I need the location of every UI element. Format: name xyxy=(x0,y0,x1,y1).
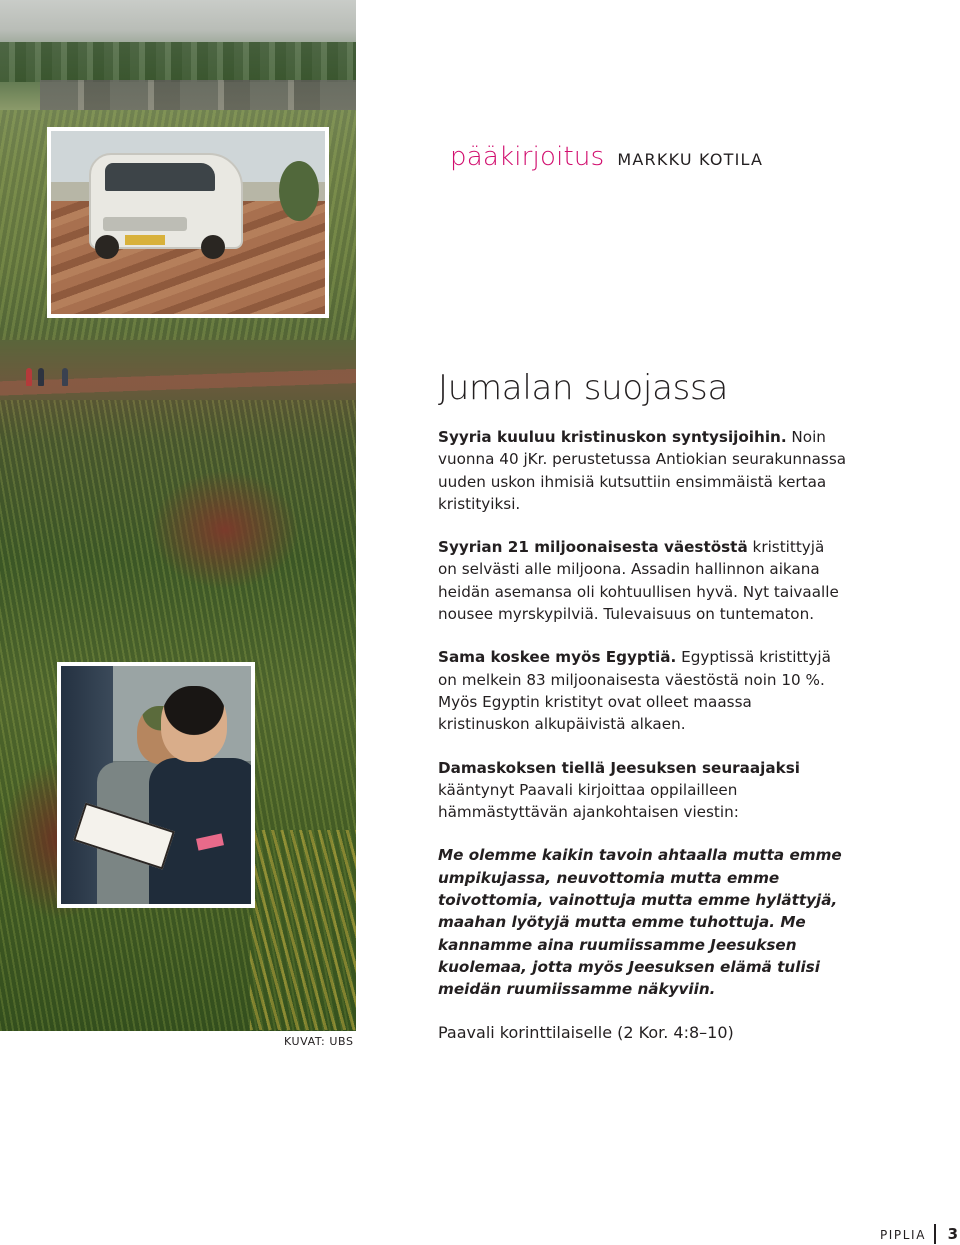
footer-divider xyxy=(934,1224,936,1244)
paragraph-text: Noin vuonna 40 jKr. perustetussa Antiokian seurakunnassa uuden uskon ihmisiä kutsuttiin ensimmäistä kertaa kristityiksi. xyxy=(438,428,847,513)
van-photo xyxy=(47,127,329,318)
bible-quote: Me olemme kaikin tavoin ahtaalla mutta emme umpikujassa, neuvottomia mutta emme toivottomia, vainottuja mutta emme hylättyjä, maahan lyötyjä mutta emme tuhottuja. Me kannamme aina ruumiissamme Jeesuksen kuolemaa, jotta myös Jeesuksen elämä tulisi meidän ruumiissamme näkyviin. xyxy=(438,846,842,999)
paragraph-lead: Syyria kuuluu kristinuskon syntysijoihin. xyxy=(438,428,787,446)
article-body xyxy=(438,426,848,1044)
paragraph xyxy=(438,757,848,824)
section-label: pääkirjoitus xyxy=(450,142,605,172)
photo-walking-people xyxy=(24,360,74,386)
photo-tree-line xyxy=(0,42,356,82)
page-footer xyxy=(760,1224,960,1244)
paragraph-lead: Damaskoksen tiellä Jeesuksen seuraajaksi xyxy=(438,758,800,777)
paragraph xyxy=(438,426,848,515)
paragraph-lead: Syyrian 21 miljoonaisesta väestöstä xyxy=(438,538,748,557)
page-number: 3 xyxy=(947,1225,958,1243)
photo-foreground-plants xyxy=(250,830,356,1030)
magazine-name: PIPLIA xyxy=(879,1228,926,1242)
paragraph-text: kristittyjä on selvästi alle miljoona. Assadin hallinnon aikana heidän asemansa oli kohtuullisen hyvä. Nyt taivaalle nousee myrskypilviä. Tulevaisuus on tuntematon. xyxy=(438,538,839,624)
author-name: MARKKU KOTILA xyxy=(617,150,764,169)
article-title: Jumalan suojassa xyxy=(438,368,728,408)
paragraph-text: kääntynyt Paavali kirjoittaa oppilailleen hämmästyttävän ajankohtaisen viestin: xyxy=(438,780,739,822)
paragraph xyxy=(438,646,848,735)
paragraph-lead: Sama koskee myös Egyptiä. xyxy=(438,648,677,667)
section-kicker xyxy=(450,142,763,172)
landscape-photo xyxy=(0,0,356,1031)
readers-photo xyxy=(57,662,255,908)
paragraph xyxy=(438,536,848,625)
quote-source: Paavali korinttilaiselle (2 Kor. 4:8–10) xyxy=(438,1022,734,1042)
photo-credit: KUVAT: UBS xyxy=(284,1035,354,1048)
photo-village-roofs xyxy=(40,80,356,110)
photo-red-soil xyxy=(150,470,300,590)
paragraph-text: Egyptissä kristittyjä on melkein 83 miljoonaisesta väestöstä noin 10 %. Myös Egyptin kristityt ovat olleet maassa kristinuskon alkupäivistä alkaen. xyxy=(438,648,831,734)
